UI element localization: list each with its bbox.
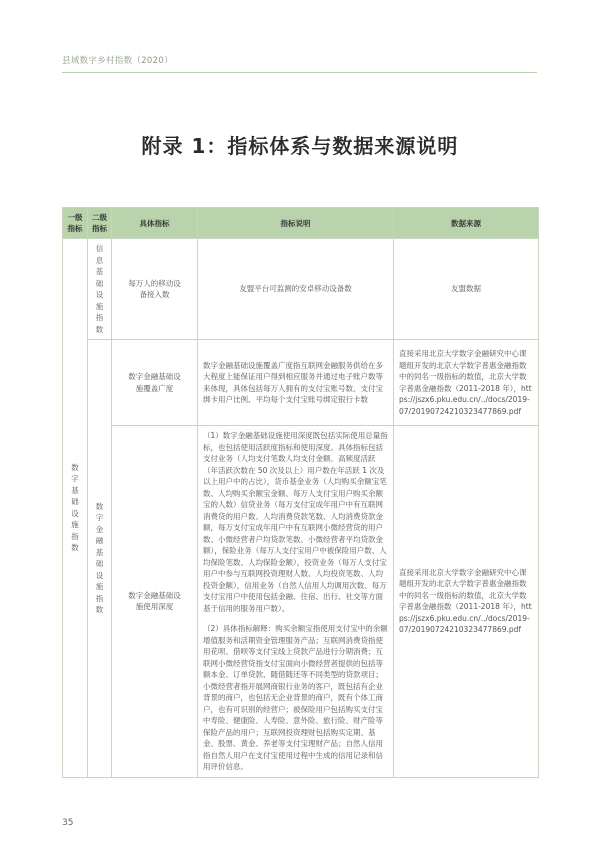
table-row xyxy=(63,426,539,778)
level2-cell: 信息 基础 设施 指数 xyxy=(88,239,112,340)
description-cell: 友盟平台可监测的安卓移动设备数 xyxy=(198,239,394,340)
indicator-table xyxy=(62,207,539,778)
source-cell: 直接采用北京大学数字金融研究中心课题组开发的北京大学数字普惠金融指数中的同名一级指标的数值，北京大学数字普惠金融指数（2011-2018 年），https://jszx6.pku.edu.cn/../docs/2019-07/20190724210323477869.pdf xyxy=(394,340,539,426)
page-number: 35 xyxy=(62,818,74,828)
source-cell: 友盟数据 xyxy=(394,239,539,340)
header-level1: 一级 指标 xyxy=(63,208,88,239)
specific-cell: 每万人的移动设 备接入数 xyxy=(112,239,198,340)
description-cell xyxy=(198,426,394,778)
table-row xyxy=(63,239,539,340)
table-row xyxy=(63,340,539,426)
description-paragraph: （1）数字金融基础设施使用深度既包括实际使用总量指标，也包括使用活跃度指标和使用深度。具体指标包括支付业务（人均支付笔数人均支付金额、高频度活跃（年活跃次数在 50 次及以上）用户数在年活跃 1 次及以上用户中的占比），货币基金业务（人均购买余额宝笔数、人均购买余额宝金额、每万人支付宝用户购买余额宝的人数）信贷业务（每万支付宝成年用户中有互联网消费贷的用户数、人均消费贷款笔数、人均消费贷款金额，每万支付宝成年用户中有互联网小微经营贷的用户数、小微经营者户均贷款笔数、小微经营者平均贷款金额），保险业务（每万人支付宝用户中被保险用户数、人均保险笔数、人均保险金额），投资业务（每万人支付宝用户中参与互联网投资理财人数、人均投资笔数、人均投资金额），信用业务（自然人信用人均调用次数、每万支付宝用户中使用包括金融、住宿、出行、社交等方面基于信用的服务用户数）。 xyxy=(203,431,388,613)
specific-cell: 数字金融基础设 施覆盖广度 xyxy=(112,340,198,426)
specific-cell: 数字金融基础设 施使用深度 xyxy=(112,426,198,778)
header-description: 指标说明 xyxy=(198,208,394,239)
level1-cell: 数 字 基 础 设 施 指 数 xyxy=(63,239,88,778)
page-title: 附录 1：指标体系与数据来源说明 xyxy=(141,134,459,158)
header-source: 数据来源 xyxy=(394,208,539,239)
table-header-row xyxy=(63,208,539,239)
source-cell: 直接采用北京大学数字金融研究中心课题组开发的北京大学数字普惠金融指数中的同名一级指标的数值，北京大学数字普惠金融指数（2011-2018 年），https://jszx6.pku.edu.cn/../docs/2019-07/20190724210323477869.pdf xyxy=(394,426,539,778)
description-paragraph: （2）具体指标解释：购买余额宝指使用支付宝中的余额增值服务和活期资金管理服务产品；互联网消费贷指使用花呗、借呗等支付宝线上贷款产品进行分期消费；互联网小微经营贷指支付宝面向小微经营者提供的包括等额本金、订单贷款、随借随还等不同类型的贷款项目；小微经营者指开展网商银行业务的客户，既包括有企业背景的商户，也包括无企业背景的商户，既有个体工商户，也有可识别的经营户；被保险用户包括购买支付宝中寿险、健康险、人寿险、意外险、旅行险、财产险等保险产品的用户；互联网投资理财包括购买定期、基金、股票、黄金、养老等支付宝理财产品；自然人信用指自然人用户在支付宝使用过程中生成的信用记录和信用评价信息。 xyxy=(203,624,388,771)
header-rule xyxy=(62,72,537,73)
running-title: 县域数字乡村指数（2020） xyxy=(62,56,173,66)
header-level2: 二级 指标 xyxy=(88,208,112,239)
level2-cell: 数字 金融 基础 设施 指数 xyxy=(88,340,112,778)
header-specific: 具体指标 xyxy=(112,208,198,239)
description-cell: 数字金融基础设施覆盖广度指互联网金融服务供给在多大程度上能保证用户得到相应服务并通过电子账户数等来体现，具体包括每万人拥有的支付宝账号数、支付宝绑卡用户比例、平均每个支付宝账号绑定银行卡数 xyxy=(198,340,394,426)
